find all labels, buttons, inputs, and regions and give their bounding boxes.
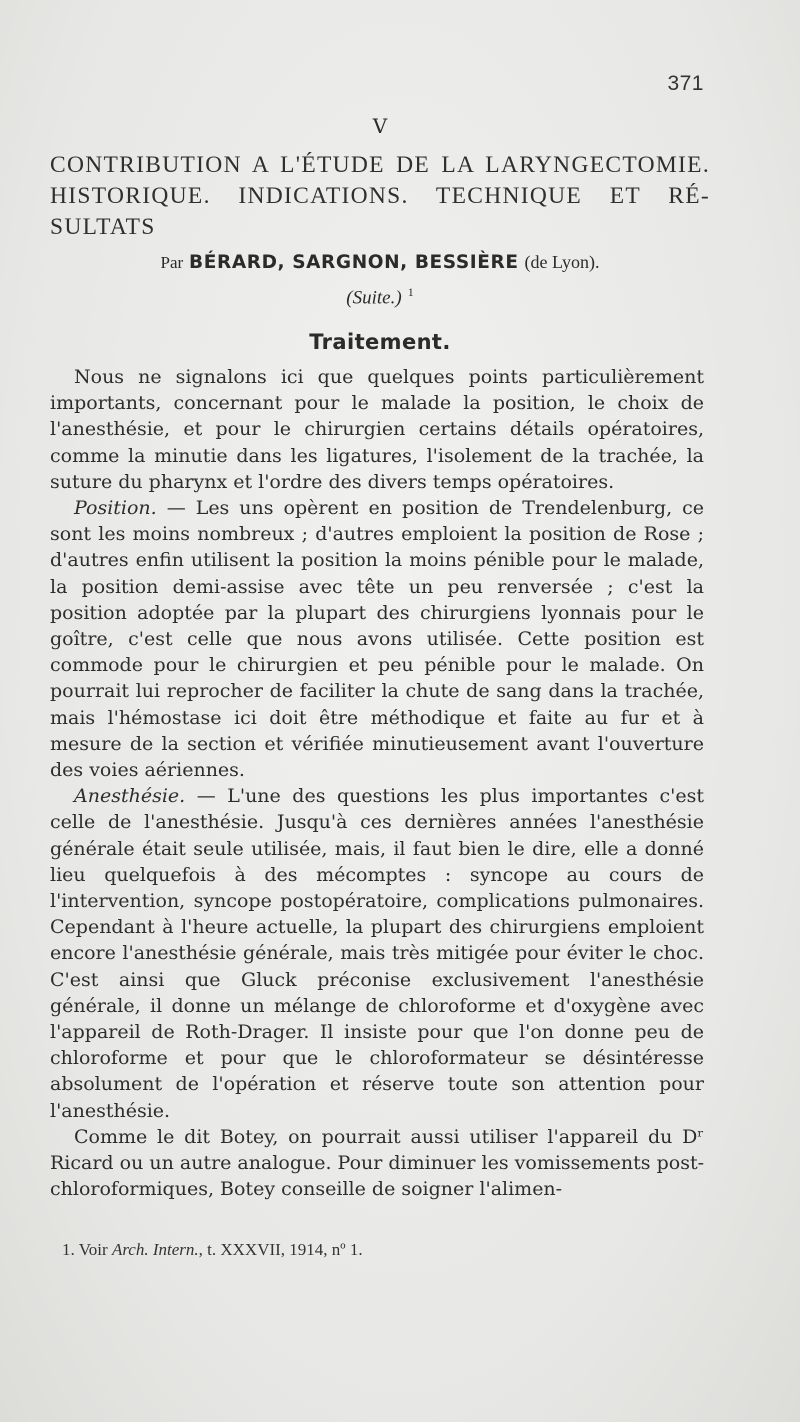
byline (0, 252, 760, 273)
paragraph (50, 783, 704, 1124)
article-title (50, 150, 710, 243)
paragraph (50, 1124, 704, 1203)
title-line: HISTORIQUE. INDICATIONS. TECHNIQUE ET RÉ- (50, 183, 710, 209)
body-text (50, 364, 704, 1203)
paragraph-text: — L'une des questions les plus importantes c'est celle de l'anesthésie. Jusqu'à ces dernières années l'anesthésie générale était seule utilisée, mais, il faut bien le dire, elle a donné lieu quelquefois à des mécomptes : syncope au cours de l'intervention, syncope postopératoire, complications pulmonaires. Cependant à l'heure actuelle, la plupart des chirurgiens emploient encore l'anesthésie générale, mais très mitigée pour éviter le choc. C'est ainsi que Gluck préconise exclusivement l'anesthésie générale, il donne un mélange de chloroforme et d'oxygène avec l'appareil de Roth-Drager. Il insiste pour que l'on donne peu de chloroforme et pour que le chloroformateur se désintéresse absolument de l'opération et réserve toute son attention pour l'anesthésie. (50, 785, 704, 1122)
paragraph (50, 364, 704, 495)
paragraph-text: Comme le dit Botey, on pourrait aussi utiliser l'appareil du Dʳ Ricard ou un autre analogue. Pour diminuer les vomissements post-chloroformiques, Botey conseille de soigner l'alimen- (50, 1125, 704, 1201)
byline-authors: BÉRARD, SARGNON, BESSIÈRE (189, 252, 519, 273)
footnote-number: 1. (62, 1240, 75, 1259)
paragraph-lead: Anesthésie. (74, 785, 186, 808)
byline-place: (de Lyon). (524, 252, 600, 272)
suite-label: (Suite.) (346, 287, 402, 309)
footnote-marker: 1 (407, 285, 414, 299)
footnote-prefix: Voir (78, 1240, 108, 1259)
section-heading: Traitement. (309, 330, 451, 354)
footnote-reference: , t. XXXVII, 1914, nº 1. (198, 1240, 363, 1259)
section-numeral: V (372, 114, 388, 138)
page-number: 371 (667, 72, 704, 95)
paragraph (50, 495, 704, 783)
paragraph-lead: Position. (74, 497, 157, 520)
paragraph-text: Nous ne signalons ici que quelques points particulièrement importants, concernant pour le malade la position, le choix de l'anesthésie, et pour le chirurgien certains détails opératoires, comme la minutie dans les ligatures, l'isolement de la trachée, la suture du pharynx et l'ordre des divers temps opératoires. (50, 366, 704, 493)
byline-prefix: Par (160, 253, 184, 272)
footnote (62, 1240, 363, 1260)
title-line: CONTRIBUTION A L'ÉTUDE DE LA LARYNGECTOMIE. (50, 152, 710, 178)
title-line: SULTATS (50, 214, 156, 240)
paragraph-text: — Les uns opèrent en position de Trendelenburg, ce sont les moins nombreux ; d'autres emploient la position de Rose ; d'autres enfin utilisent la position la moins pénible pour le malade, la position demi-assise avec tête un peu renversée ; c'est la position adoptée par la plupart des chirurgiens lyonnais pour le goître, c'est celle que nous avons utilisée. Cette position est commode pour le chirurgien et peu pénible pour le malade. On pourrait lui reprocher de faciliter la chute de sang dans la trachée, mais l'hémostase ici doit être méthodique et faite au fur et à mesure de la section et vérifiée minutieusement avant l'ouverture des voies aériennes. (50, 497, 704, 782)
footnote-journal: Arch. Intern. (111, 1240, 199, 1259)
continuation-note (0, 285, 760, 309)
